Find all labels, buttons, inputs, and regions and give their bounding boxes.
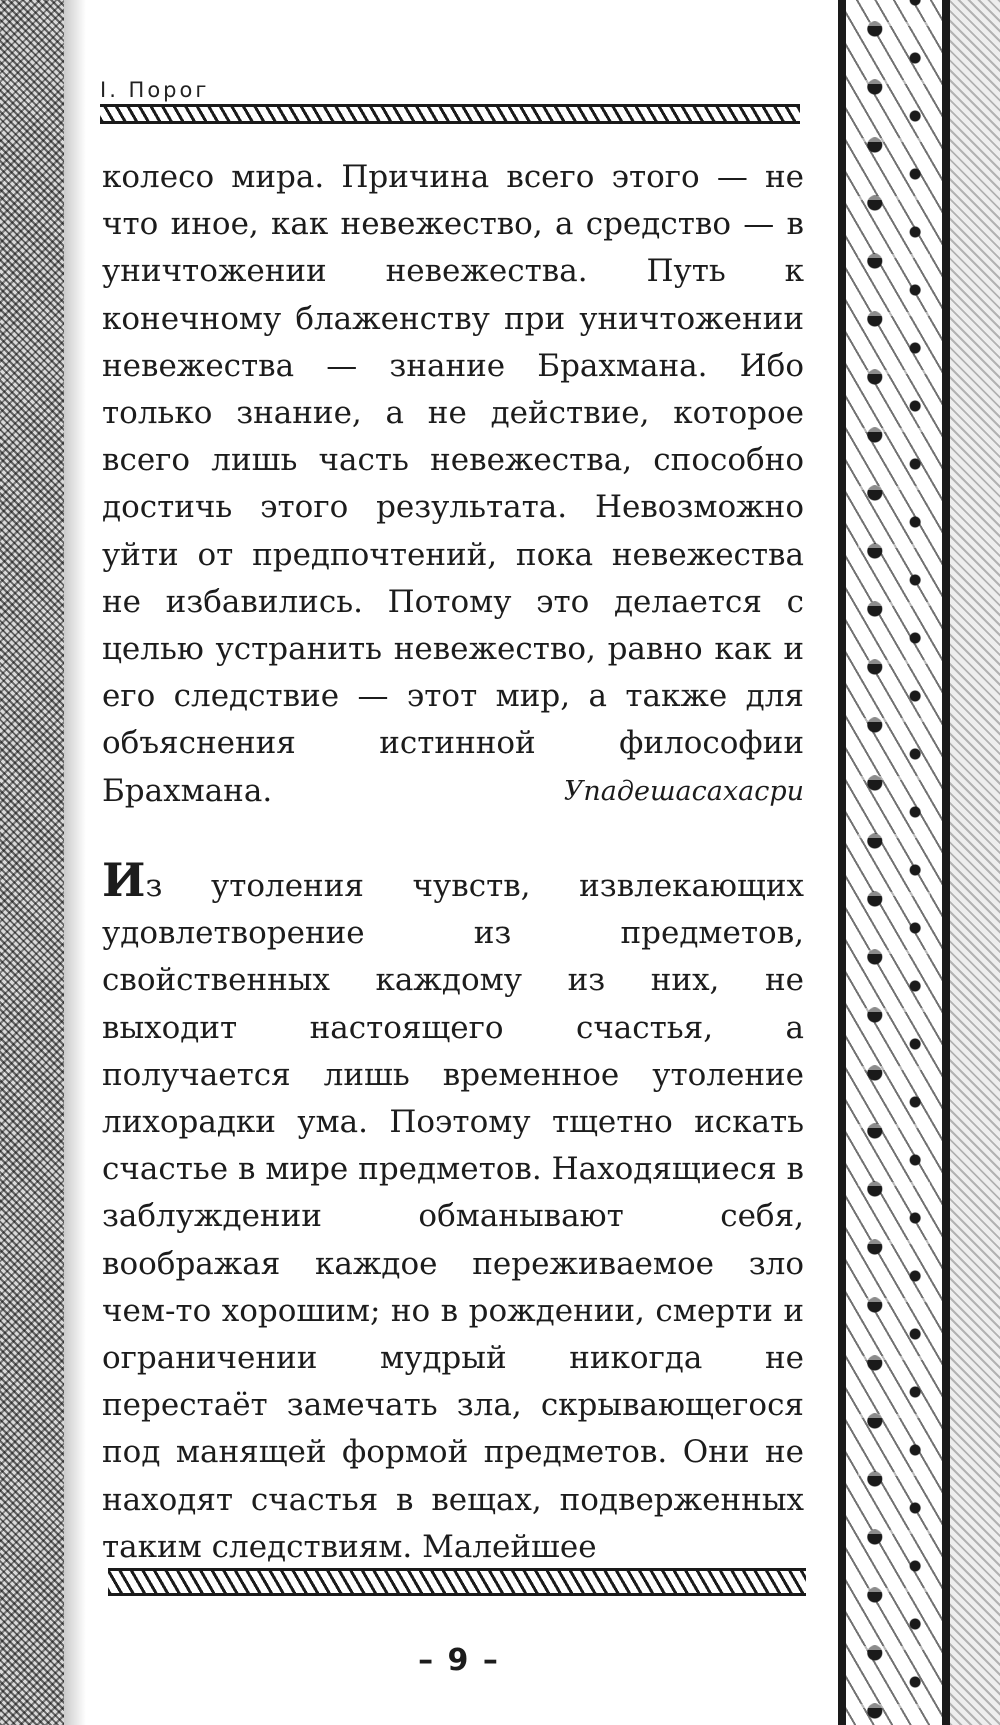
paragraph-quote: колесо мира. Причина всего этого — не что иное, как невежество, а средство — в уничтожении невежества. Путь к конечному блаженству при уничтожении невежества — знание Брахмана. Ибо только знание, а не действие, которое всего лишь часть невежества, способно достичь этого результата. Невозможно уйти от предпочтений, пока невежества не избавились. Потому это делается с целью устранить невежество, равно как и его следствие — этот мир, а также для объяснения истинной философии Брахмана. xyxy=(102,159,804,809)
page-edge-texture-right xyxy=(950,0,1000,1725)
page-number: – 9 – xyxy=(418,1643,500,1678)
ornament-rule-top xyxy=(100,104,800,124)
paragraph-main-text: з утоления чувств, извлекающих удовлетворение из предметов, свойственных каждому из них, не выходит настоящего счастья, а получается лишь временное утоление лихорадки ума. Поэтому тщетно искать счастье в мире предметов. Находящиеся в заблуждении обманывают себя, воображая каждое переживаемое зло чем-то хорошим; но в рождении, смерти и ограничении мудрый никогда не перестаёт замечать зла, скрывающегося под манящей формой предметов. Они не находят счастья в вещах, подверженных таким следствиям. Малейшее xyxy=(102,868,804,1565)
paragraph-main xyxy=(102,853,804,1571)
running-head: I. Порог xyxy=(100,78,210,102)
ornamental-side-border-highlight xyxy=(858,0,930,1725)
ornament-rule-bottom xyxy=(108,1568,806,1596)
page-edge-texture xyxy=(0,0,64,1725)
drop-cap: И xyxy=(102,853,146,907)
quote-attribution: Упадешасахасри xyxy=(563,776,804,807)
page-edge-shadow xyxy=(64,0,86,1725)
